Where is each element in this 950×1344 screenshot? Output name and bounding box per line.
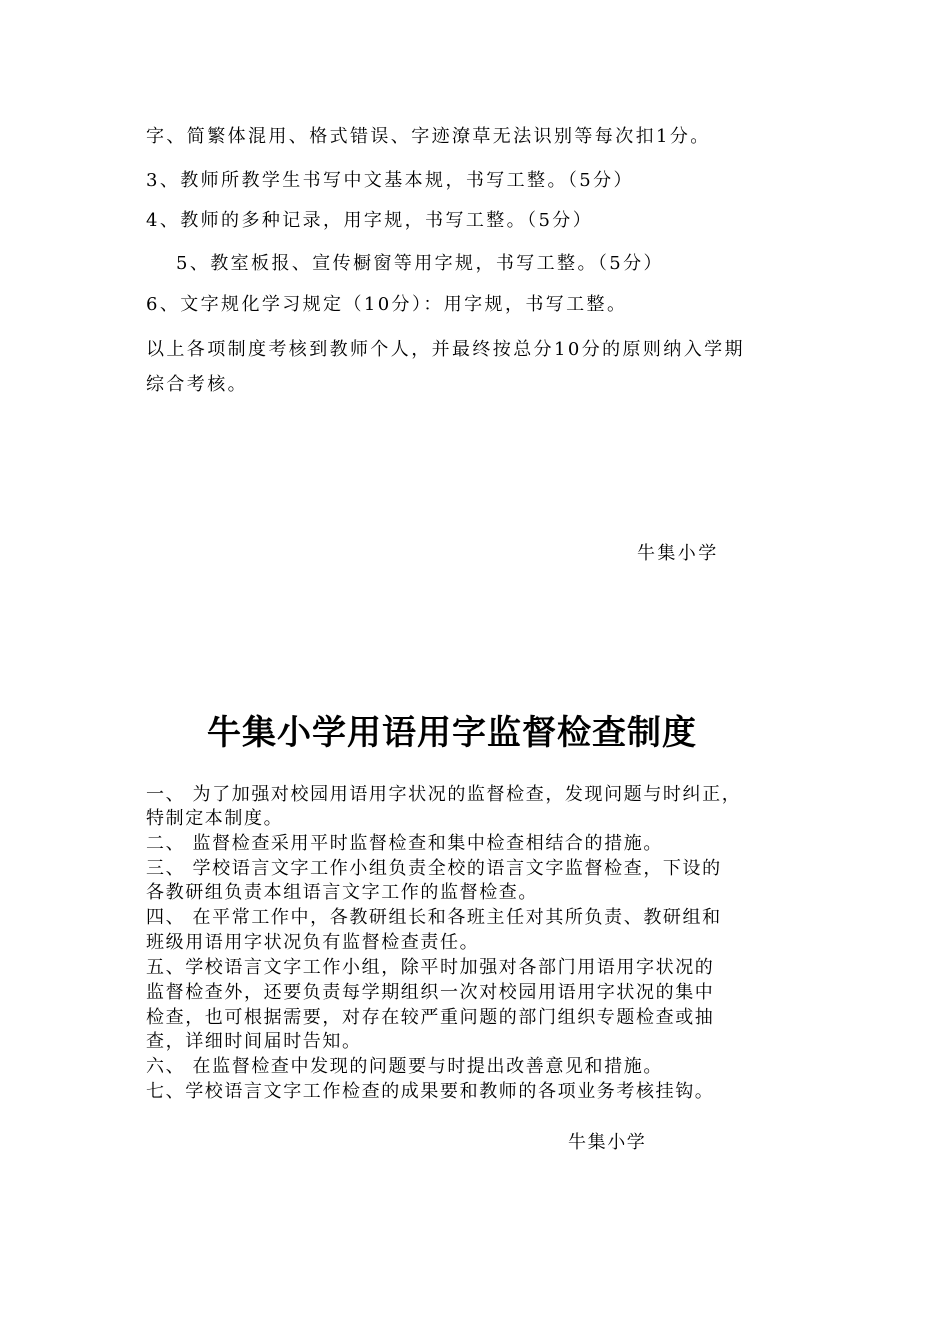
section1-line-5: 6、文字规化学习规定（10分）：用字规，书写工整。	[146, 294, 628, 315]
section1-line-2: 3、教师所教学生书写中文基本规，书写工整。（5分）	[146, 170, 634, 191]
section1-line-1: 字、简繁体混用、格式错误、字迹潦草无法识别等每次扣1分。	[146, 126, 711, 147]
section2-line-1: 一、 为了加强对校园用语用字状况的监督检查，发现问题与时纠正，	[146, 784, 742, 805]
section2-line-5: 各教研组负责本组语言文字工作的监督检查。	[146, 882, 538, 903]
section2-line-12: 六、 在监督检查中发现的问题要与时提出改善意见和措施。	[146, 1056, 663, 1077]
section2-line-2: 特制定本制度。	[146, 808, 284, 829]
section2-line-13: 七、学校语言文字工作检查的成果要和教师的各项业务考核挂钩。	[146, 1081, 715, 1102]
section2-line-7: 班级用语用字状况负有监督检查责任。	[146, 932, 480, 953]
section1-line-4: 5、教室板报、宣传橱窗等用字规，书写工整。（5分）	[176, 253, 664, 274]
section2-line-11: 查，详细时间届时告知。	[146, 1031, 362, 1052]
section1-line-7: 综合考核。	[146, 374, 248, 395]
section2-line-3: 二、 监督检查采用平时监督检查和集中检查相结合的措施。	[146, 833, 663, 854]
section1-line-3: 4、教师的多种记录，用字规，书写工整。（5分）	[146, 210, 594, 231]
section2-line-4: 三、 学校语言文字工作小组负责全校的语言文字监督检查，下设的	[146, 858, 722, 879]
section2-line-8: 五、学校语言文字工作小组，除平时加强对各部门用语用字状况的	[146, 957, 715, 978]
section2-line-6: 四、 在平常工作中，各教研组长和各班主任对其所负责、教研组和	[146, 907, 722, 928]
page-title: 牛集小学用语用字监督检查制度	[207, 713, 697, 753]
section1-line-6: 以上各项制度考核到教师个人，并最终按总分10分的原则纳入学期	[146, 339, 745, 360]
section2-line-10: 检查，也可根据需要，对存在较严重问题的部门组织专题检查或抽	[146, 1007, 715, 1028]
section1-signature: 牛集小学	[637, 543, 719, 564]
section2-line-9: 监督检查外，还要负责每学期组织一次对校园用语用字状况的集中	[146, 982, 715, 1003]
section2-signature: 牛集小学	[568, 1132, 647, 1153]
